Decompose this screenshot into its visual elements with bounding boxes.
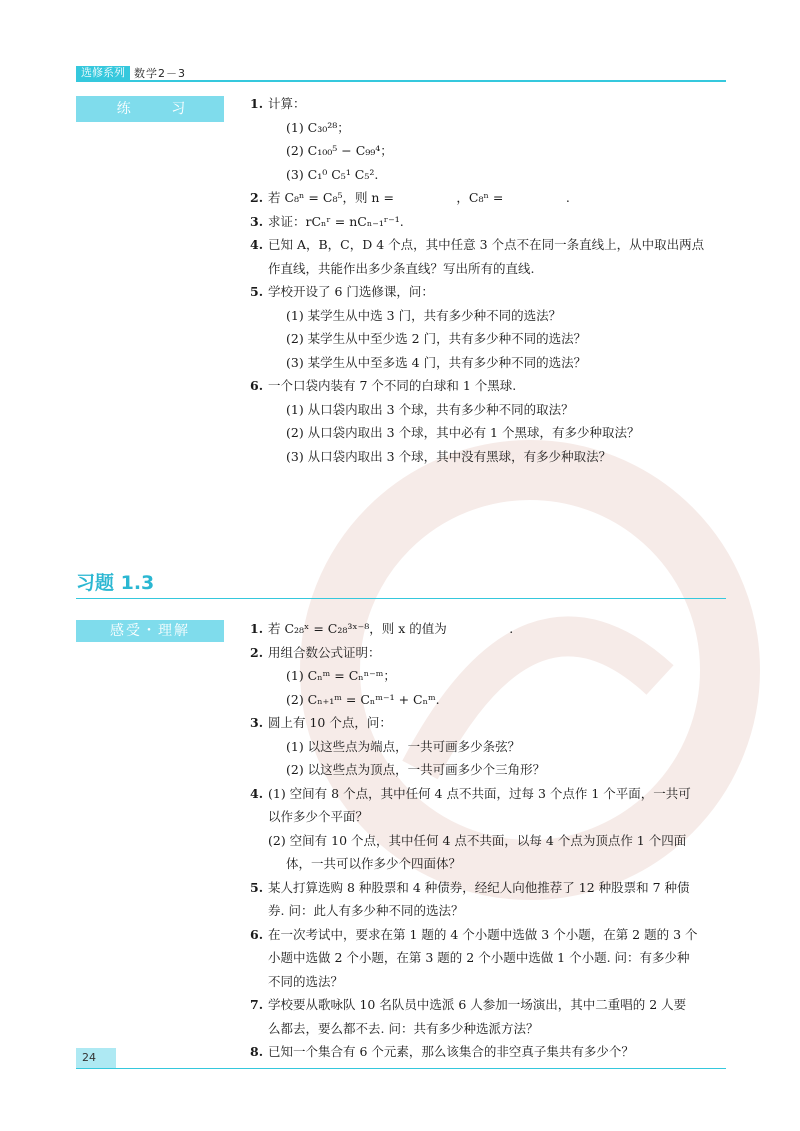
sub-question: (3) 从口袋内取出 3 个球，其中没有黑球，有多少种取法？ bbox=[286, 448, 612, 464]
problem-text: 已知 A，B，C，D 4 个点，其中任意 3 个点不在同一条直线上，从中取出两点 bbox=[268, 237, 705, 252]
problem-text: 已知一个集合有 6 个元素，那么该集合的非空真子集共有多少个？ bbox=[268, 1044, 634, 1059]
problem-number: 6. bbox=[250, 926, 264, 942]
sub-question: (1) Cₙᵐ = Cₙⁿ⁻ᵐ； bbox=[286, 668, 396, 683]
problem-number: 3. bbox=[250, 715, 264, 730]
problem-text: 某人打算选购 8 种股票和 4 种债券，经纪人向他推荐了 12 种股票和 7 种债 bbox=[268, 879, 690, 895]
problem-text-continued: 以作多少个平面？ bbox=[268, 809, 369, 824]
page-number: 24 bbox=[76, 1048, 116, 1068]
problem-body bbox=[268, 711, 730, 782]
problem-item bbox=[250, 782, 730, 829]
problem-number: 4. bbox=[250, 237, 264, 252]
problem-item bbox=[250, 641, 730, 712]
problem-number: 3. bbox=[250, 213, 264, 229]
problem-text-continued: 么都去，要么都不去. 问：共有多少种选派方法？ bbox=[268, 1020, 539, 1036]
book-title: 数学2－3 bbox=[134, 67, 186, 80]
problem-body bbox=[268, 993, 730, 1040]
exercise-list bbox=[250, 92, 730, 468]
problem-body bbox=[268, 233, 730, 280]
problem-body bbox=[268, 876, 730, 923]
sub-question: (3) 某学生从中至多选 4 门，共有多少种不同的选法？ bbox=[286, 354, 587, 370]
problem-text: 求证：rCₙʳ = nCₙ₋₁ʳ⁻¹. bbox=[268, 213, 404, 229]
problem-body bbox=[268, 280, 730, 374]
problem-number: 2. bbox=[250, 644, 264, 660]
problem-number: 2. bbox=[250, 190, 264, 205]
problem-body bbox=[268, 210, 730, 234]
problem-body bbox=[268, 186, 730, 210]
problem-number: 5. bbox=[250, 879, 264, 895]
problem-item bbox=[250, 711, 730, 782]
problem-item bbox=[250, 993, 730, 1040]
problem-number: 6. bbox=[250, 378, 264, 393]
footer-rule bbox=[76, 1068, 726, 1069]
problem-body bbox=[268, 617, 730, 641]
problem-item bbox=[250, 280, 730, 374]
problem-text: 计算： bbox=[268, 96, 306, 111]
homework-list bbox=[250, 617, 730, 1064]
problem-item bbox=[250, 186, 730, 210]
problem-text-continued: 小题中选做 2 个小题，在第 3 题的 2 个小题中选做 1 个小题. 问：有多少种 bbox=[268, 950, 690, 965]
problem-text-continued: 券. 问：此人有多少种不同的选法？ bbox=[268, 903, 464, 918]
problem-number: 8. bbox=[250, 1044, 264, 1059]
section-title: 习题 1.3 bbox=[76, 572, 155, 594]
sub-question: (1) 从口袋内取出 3 个球，共有多少种不同的取法？ bbox=[286, 401, 574, 417]
book-header bbox=[76, 66, 186, 80]
problem-body bbox=[268, 641, 730, 712]
problem-number: 1. bbox=[250, 96, 264, 111]
problem-text-continued: 体，一共可以作多少个四面体？ bbox=[286, 856, 462, 871]
problem-text: 用组合数公式证明： bbox=[268, 644, 381, 660]
problem-text: (1) 空间有 8 个点，其中任何 4 点不共面，过每 3 个点作 1 个平面，一共可 bbox=[268, 785, 691, 801]
problem-item bbox=[250, 1040, 730, 1064]
sub-question: (1) 某学生从中选 3 门，共有多少种不同的选法？ bbox=[286, 307, 562, 323]
problem-body bbox=[268, 782, 730, 829]
problem-number: 7. bbox=[250, 997, 264, 1012]
problem-item bbox=[250, 233, 730, 280]
sub-question: (2) 以这些点为顶点，一共可画多少个三角形？ bbox=[286, 762, 546, 777]
feel-understand-label: 感受・理解 bbox=[76, 620, 224, 642]
sub-question: (1) C₃₀²⁸； bbox=[286, 119, 350, 135]
problem-body bbox=[268, 92, 730, 186]
problem-text: 学校要从歌咏队 10 名队员中选派 6 人参加一场演出，其中二重唱的 2 人要 bbox=[268, 997, 687, 1012]
problem-number bbox=[250, 829, 268, 876]
series-tag: 选修系列 bbox=[76, 66, 130, 80]
exercise-label: 练 习 bbox=[76, 96, 224, 122]
problem-item bbox=[250, 876, 730, 923]
problem-item bbox=[250, 923, 730, 994]
sub-question: (2) C₁₀₀⁵ − C₉₉⁴； bbox=[286, 143, 393, 158]
sub-question: (2) Cₙ₊₁ᵐ = Cₙᵐ⁻¹ + Cₙᵐ. bbox=[286, 691, 440, 707]
problem-number: 5. bbox=[250, 284, 264, 299]
header-rule bbox=[76, 80, 726, 82]
sub-question: (3) C₁⁰ C₅¹ C₅². bbox=[286, 166, 379, 182]
problem-body bbox=[268, 374, 730, 468]
problem-text: 在一次考试中，要求在第 1 题的 4 个小题中选做 3 个小题，在第 2 题的 3 个 bbox=[268, 926, 698, 942]
sub-question: (2) 某学生从中至少选 2 门，共有多少种不同的选法？ bbox=[286, 331, 587, 346]
problem-item bbox=[250, 210, 730, 234]
problem-number: 4. bbox=[250, 785, 264, 801]
problem-text-continued: 作直线，共能作出多少条直线？写出所有的直线. bbox=[268, 260, 535, 276]
problem-number: 1. bbox=[250, 621, 264, 636]
problem-text: 若 C₈ⁿ = C₈⁵，则 n = ，C₈ⁿ = . bbox=[268, 190, 570, 205]
problem-item bbox=[250, 374, 730, 468]
problem-text: 学校开设了 6 门选修课，问： bbox=[268, 284, 434, 299]
sub-question: (1) 以这些点为端点，一共可画多少条弦？ bbox=[286, 738, 521, 754]
problem-text: 圆上有 10 个点，问： bbox=[268, 715, 392, 730]
problem-body bbox=[268, 1040, 730, 1064]
problem-item bbox=[250, 92, 730, 186]
problem-text: (2) 空间有 10 个点，其中任何 4 点不共面，以每 4 个点为顶点作 1 个四面 bbox=[268, 832, 687, 848]
section-rule bbox=[76, 598, 726, 599]
problem-text-continued: 不同的选法？ bbox=[268, 973, 344, 989]
sub-question: (2) 从口袋内取出 3 个球，其中必有 1 个黑球，有多少种取法？ bbox=[286, 425, 640, 440]
problem-body bbox=[268, 923, 730, 994]
problem-text: 一个口袋内装有 7 个不同的白球和 1 个黑球. bbox=[268, 378, 517, 393]
problem-item bbox=[250, 829, 730, 876]
problem-text: 若 C₂₈ˣ = C₂₈³ˣ⁻⁸，则 x 的值为 . bbox=[268, 621, 514, 636]
problem-item bbox=[250, 617, 730, 641]
problem-body bbox=[268, 829, 730, 876]
